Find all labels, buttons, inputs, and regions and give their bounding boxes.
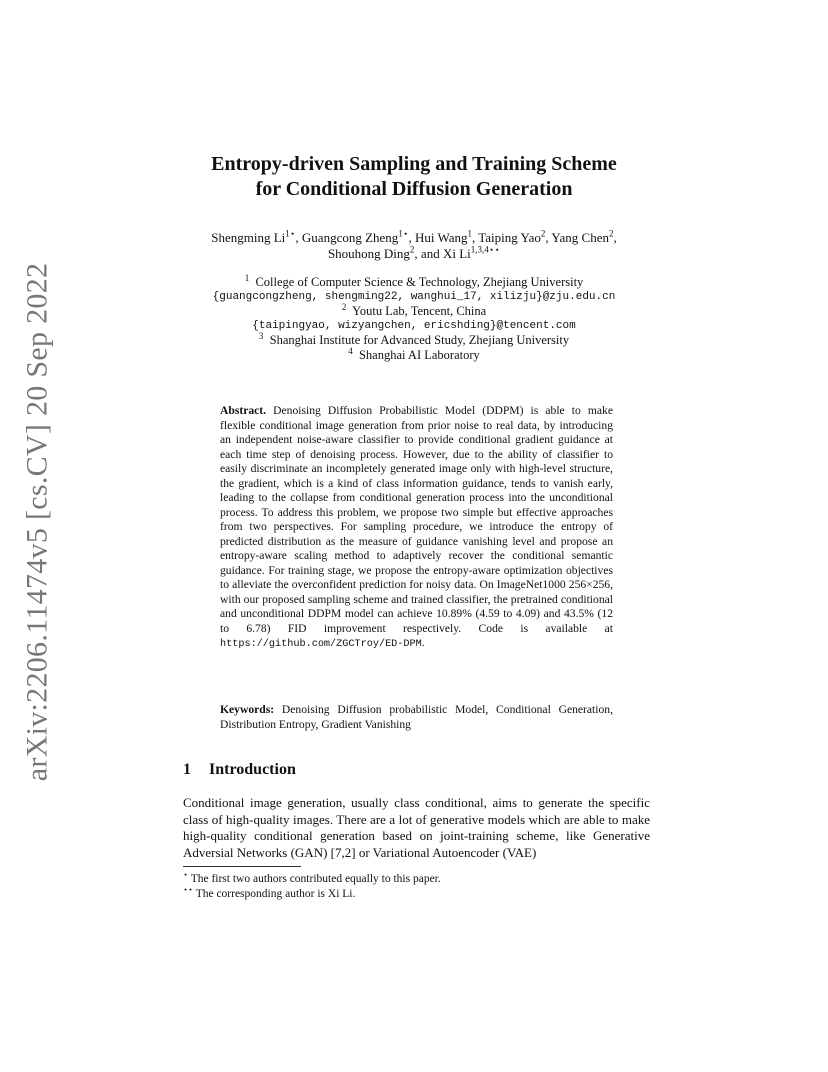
- author-affiliation-mark: 1⋆: [285, 228, 296, 239]
- author-affiliation-mark: 1: [467, 228, 472, 239]
- abstract: [220, 404, 613, 653]
- affiliation-text: Youtu Lab, Tencent, China: [352, 304, 487, 319]
- author-separator: ,: [613, 230, 617, 245]
- author-separator: ,: [408, 230, 415, 245]
- affiliation-2: [160, 304, 668, 319]
- arxiv-stamp: [17, 262, 57, 782]
- abstract-text: Denoising Diffusion Probabilistic Model (DDPM) is able to make flexible conditional image generation from prior noise to real data, by introducing an independent noise-aware classifier to provide conditional gradient guidance at each time step of denoising process. However, due to the ability of classifier to easily discriminate an incompletely generated image only with high-level structure, the gradient, which is a kind of class information guidance, tends to vanish early, leading to the collapse from conditional generation process into the unconditional process. To address this problem, we propose two simple but effective approaches from two perspectives. For sampling procedure, we introduce the entropy of predicted distribution as the measure of guidance vanishing level and propose an entropy-aware scaling method to adaptively recover the conditional semantic guidance. For training stage, we propose the entropy-aware optimization objectives to alleviate the overconfident prediction for noisy data. On ImageNet1000 256×256, with our proposed sampling scheme and trained classifier, the pretrained conditional and unconditional DDPM model can achieve 10.89% (4.59 to 4.09) and 43.5% (12 to 6.78) FID improvement respectively. Code is available at: [220, 404, 613, 635]
- paper-title: [150, 152, 678, 202]
- author-affiliation-mark: 2: [540, 228, 546, 239]
- affiliation-text: College of Computer Science & Technology, Zhejiang University: [255, 275, 584, 289]
- affiliation-text: Shanghai AI Laboratory: [358, 347, 480, 362]
- arxiv-identifier: arXiv:2206.11474v5 [cs.CV] 20 Sep 2022: [20, 262, 54, 782]
- footnote-1: [183, 872, 650, 887]
- section-heading: [183, 760, 296, 780]
- affiliation-3: [160, 333, 668, 348]
- abstract-end: .: [421, 636, 425, 649]
- affiliation-text: Shanghai Institute for Advanced Study, Zhejiang University: [269, 333, 570, 348]
- paper-title-line-2: for Conditional Diffusion Generation: [255, 178, 573, 200]
- author-name: Hui Wang: [414, 230, 468, 245]
- author-separator: ,: [295, 230, 302, 245]
- affiliation-number: 3: [258, 331, 264, 342]
- keywords-label: Keywords:: [220, 703, 275, 716]
- author-name: Xi Li: [442, 246, 471, 261]
- author-affiliation-mark: 2: [608, 228, 614, 239]
- keywords-text: Denoising Diffusion probabilistic Model, Conditional Generation, Distribution Entropy, Gradient Vanishing: [220, 703, 613, 731]
- affiliation-1: [160, 272, 668, 290]
- author-separator: ,: [545, 230, 552, 245]
- affiliation-number: 4: [348, 345, 353, 356]
- affiliation-1-emails: {guangcongzheng, shengming22, wanghui_17, xilizju}@zju.edu.cn: [212, 290, 616, 303]
- author-name: Taiping Yao: [478, 230, 541, 245]
- footnotes: [183, 872, 650, 901]
- introduction-paragraph: Conditional image generation, usually class conditional, aims to generate the specific class of high-quality images. There are a lot of generative models which are able to make high-quality conditional generation based on joint-training scheme, like Generative Adversial Networks (GAN) [7,2] or Variational Autoencoder (VAE): [183, 795, 650, 860]
- footnote-mark: ⋆: [183, 870, 189, 880]
- author-list: [160, 230, 668, 262]
- abstract-label: Abstract.: [220, 404, 267, 417]
- author-name: Yang Chen: [551, 230, 609, 245]
- author-affiliation-mark: 2: [409, 244, 415, 255]
- footnote-2: [183, 884, 650, 902]
- author-name: Shengming Li: [211, 230, 286, 245]
- footnote-rule: [183, 866, 301, 867]
- keywords: [220, 703, 613, 732]
- affiliation-number: 1: [244, 272, 250, 283]
- section-title: Introduction: [209, 761, 296, 778]
- affiliation-block: [160, 272, 668, 363]
- author-separator: ,: [471, 230, 479, 245]
- author-affiliation-mark: 1⋆: [398, 228, 409, 239]
- affiliation-number: 2: [341, 302, 347, 313]
- footnote-mark: ⋆⋆: [183, 884, 194, 894]
- code-url-link[interactable]: https://github.com/ZGCTroy/ED-DPM: [220, 639, 422, 650]
- author-separator: , and: [414, 246, 443, 261]
- paper-title-line-1: Entropy-driven Sampling and Training Scheme: [211, 153, 617, 175]
- author-name: Guangcong Zheng: [301, 230, 399, 245]
- affiliation-2-emails: {taipingyao, wizyangchen, ericshding}@tencent.com: [252, 319, 576, 332]
- footnote-text: The corresponding author is Xi Li.: [195, 887, 356, 900]
- author-affiliation-mark: 1,3,4⋆⋆: [470, 244, 501, 255]
- footnote-text: The first two authors contributed equally to this paper.: [190, 873, 441, 885]
- section-number: 1: [183, 761, 191, 778]
- affiliation-4: [160, 345, 668, 363]
- author-name: Shouhong Ding: [327, 246, 410, 261]
